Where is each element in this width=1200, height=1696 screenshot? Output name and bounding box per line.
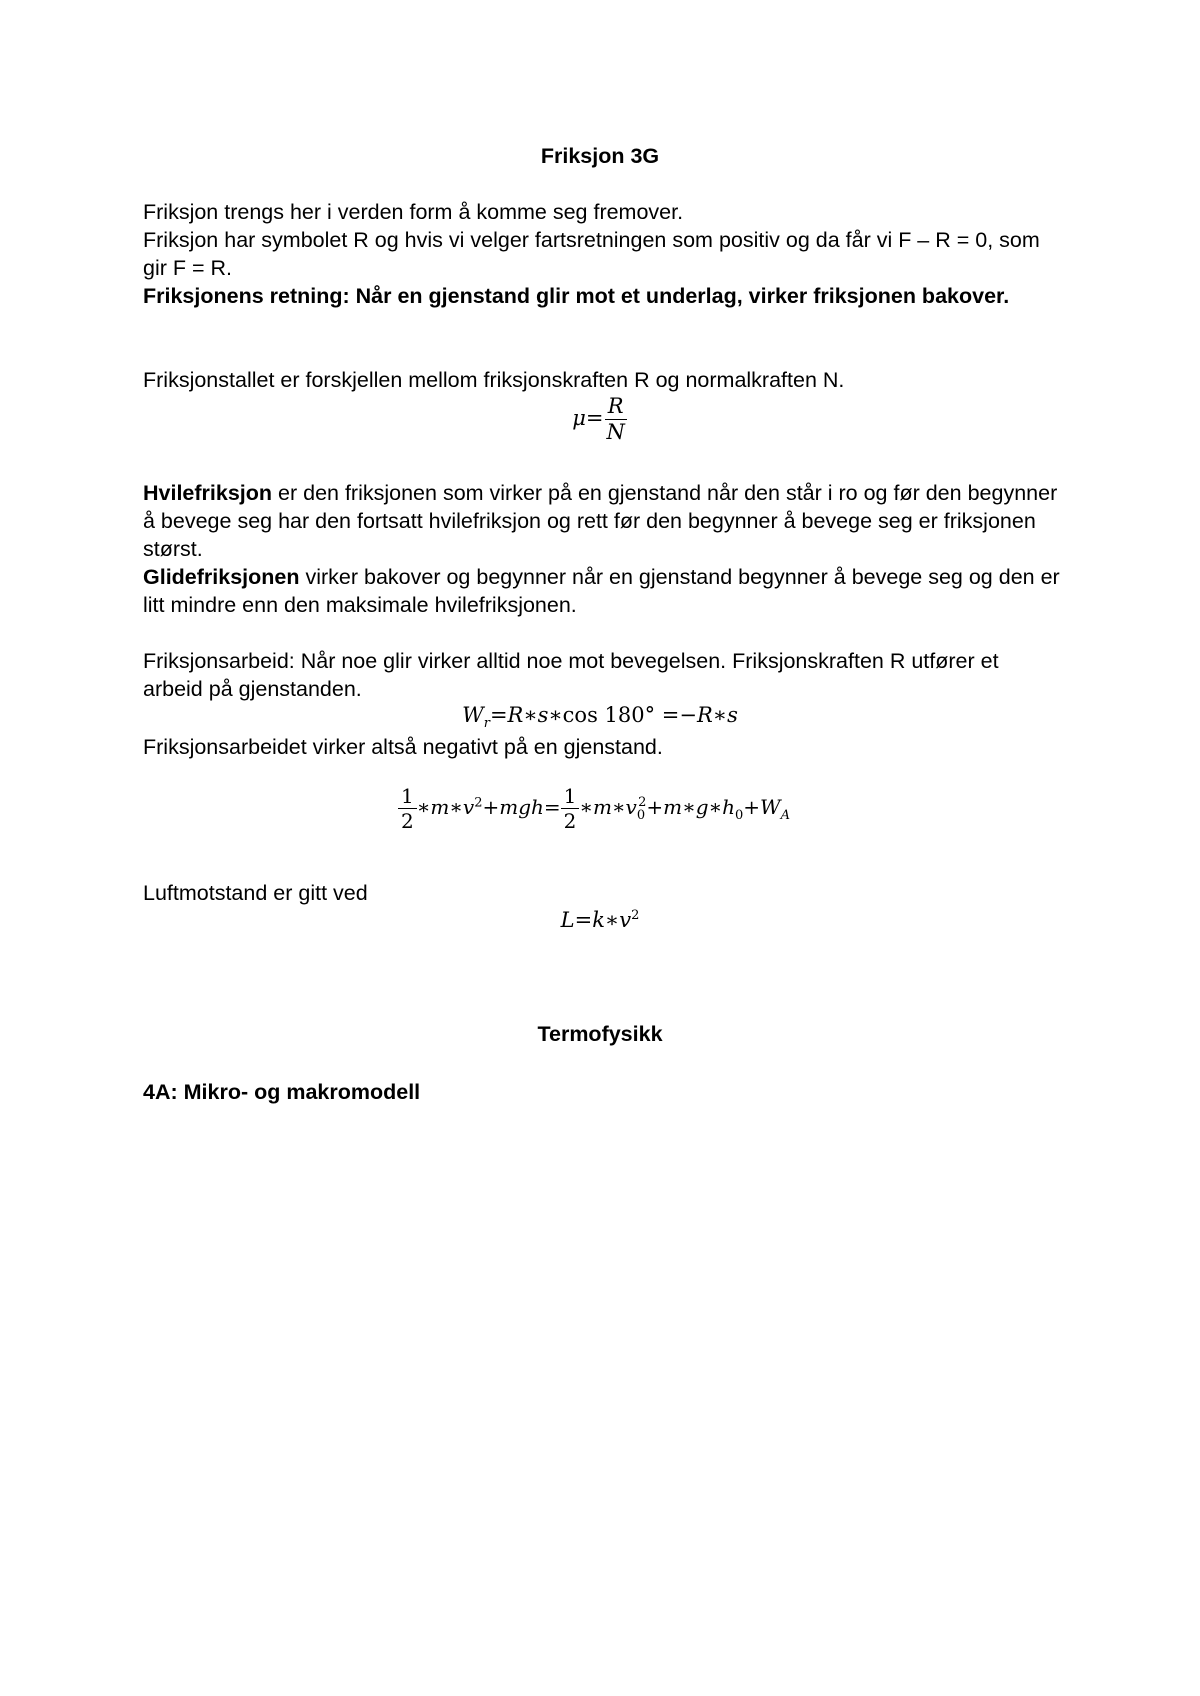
intro-line-2: Friksjon har symbolet R og hvis vi velger fartsretningen som positiv og da får vi F – R = 0, som gir F = R. <box>143 228 1040 280</box>
page-title: Friksjon 3G <box>540 144 660 168</box>
air-resistance-text: Luftmotstand er gitt ved <box>143 881 368 905</box>
energy-fraction-2 <box>561 786 580 831</box>
energy-term-2: +mgh= <box>482 795 561 819</box>
mu-fraction <box>603 396 627 443</box>
energy-term-3: ∗m∗v <box>579 795 637 819</box>
work-subscript: r <box>483 716 490 732</box>
energy-term-5: +W <box>743 795 781 819</box>
intro-line-1: Friksjon trengs her i verden form å komme seg fremover. <box>143 200 684 224</box>
friction-work-formula <box>0 703 1200 732</box>
air-resistance-square: 2 <box>631 908 640 923</box>
energy-formula <box>398 786 790 831</box>
mu-numerator: R <box>605 396 627 420</box>
energy-v0-subscript: 0 <box>636 808 646 823</box>
sliding-friction-term: Glidefriksjonen <box>143 565 300 589</box>
section-heading-4a: 4A: Mikro- og makromodell <box>143 1080 421 1104</box>
energy-term-1: ∗m∗v <box>416 795 475 819</box>
work-middle: =R∗s∗ <box>489 703 563 727</box>
work-result: =−R∗s <box>655 703 738 727</box>
static-friction-text: er den friksjonen som virker på en gjenstand når den står i ro og før den begynner å bevege seg har den fortsatt hvilefriksjon og rett før den begynner å bevege seg er friksjonen størst. <box>143 481 1058 561</box>
mu-formula <box>0 396 1200 443</box>
intro-block <box>143 198 1063 310</box>
energy-numerator-1: 1 <box>398 786 417 809</box>
friction-coefficient-text: Friksjonstallet er forskjellen mellom friksjonskraften R og normalkraften N. <box>143 368 845 392</box>
mu-lhs: μ= <box>572 406 604 430</box>
static-friction-paragraph <box>143 479 1063 563</box>
static-friction-term: Hvilefriksjon <box>143 481 273 505</box>
friction-work-conclusion: Friksjonsarbeidet virker altså negativt på en gjenstand. <box>143 735 663 759</box>
work-cosine: cos 180° <box>562 703 656 727</box>
energy-square-2: 2 <box>638 795 647 811</box>
energy-denominator-2: 2 <box>563 809 577 833</box>
energy-square-1: 2 <box>474 795 483 811</box>
air-resistance-equation: L=k∗v <box>560 908 632 932</box>
section-heading-termofysikk: Termofysikk <box>537 1022 663 1046</box>
energy-numerator-2: 1 <box>561 786 580 809</box>
energy-denominator-1: 2 <box>401 809 414 833</box>
friction-work-text: Friksjonsarbeid: Når noe glir virker alltid noe mot bevegelsen. Friksjonskraften R utfører et arbeid på gjenstanden. <box>143 649 999 701</box>
energy-wa-subscript: A <box>780 808 790 823</box>
energy-term-4: +m∗g∗h <box>646 795 735 819</box>
friction-direction-note: Friksjonens retning: Når en gjenstand glir mot et underlag, virker friksjonen bakover. <box>143 284 1010 308</box>
energy-h0-subscript: 0 <box>734 808 744 823</box>
sliding-friction-paragraph <box>143 563 1063 619</box>
energy-fraction-1 <box>398 786 417 831</box>
air-resistance-formula <box>0 908 1200 932</box>
work-symbol: W <box>462 703 484 727</box>
sliding-friction-text: virker bakover og begynner når en gjenstand begynner å bevege seg og den er litt mindre enn den maksimale hvilefriksjonen. <box>143 565 1060 617</box>
mu-denominator: N <box>606 420 625 444</box>
